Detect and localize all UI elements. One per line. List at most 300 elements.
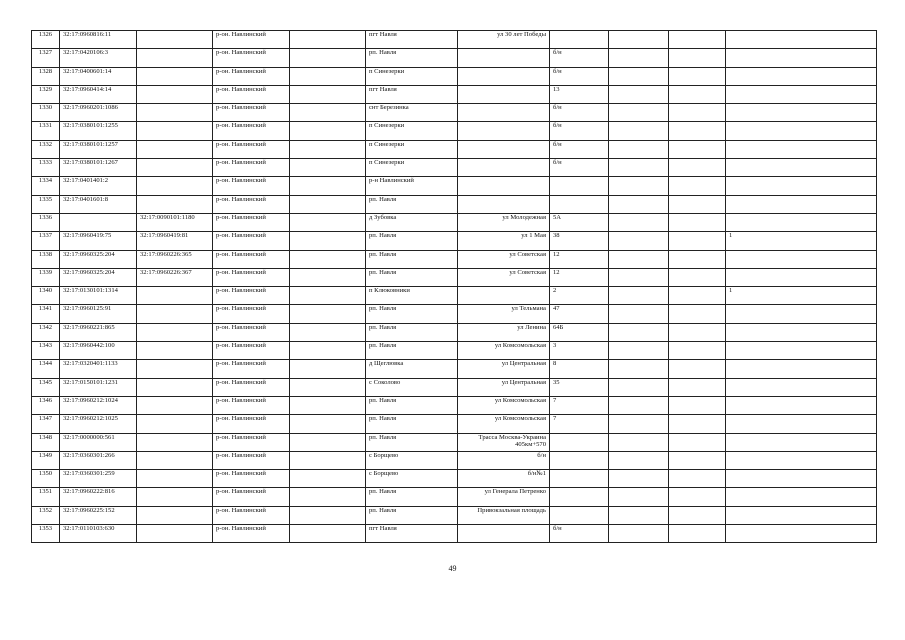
cell-count [726, 195, 877, 213]
cell-cadastral-number: 32:17:0380101:1267 [60, 159, 137, 177]
cell-blank-col-9 [609, 415, 669, 433]
cell-blank-col-5 [290, 525, 366, 543]
cell-blank-col-10 [669, 31, 726, 49]
cell-cadastral-number: 32:17:0000000:561 [60, 433, 137, 451]
cell-street [458, 159, 550, 177]
cell-locality: п Клюковники [366, 287, 458, 305]
cell-count [726, 360, 877, 378]
cell-row-number: 1329 [32, 85, 60, 103]
cell-locality: рп. Навля [366, 232, 458, 250]
cell-blank-col-10 [669, 232, 726, 250]
cell-locality: с Борщево [366, 451, 458, 469]
cell-cadastral-number: 32:17:0380101:1255 [60, 122, 137, 140]
cell-row-number: 1333 [32, 159, 60, 177]
cell-locality: с Борщево [366, 470, 458, 488]
cell-blank-col-9 [609, 451, 669, 469]
cell-count [726, 396, 877, 414]
cell-row-number: 1350 [32, 470, 60, 488]
cell-house-number: б/н [550, 49, 609, 67]
cell-count [726, 525, 877, 543]
cell-locality: рп. Навля [366, 433, 458, 451]
cell-blank-col-5 [290, 85, 366, 103]
cell-street [458, 525, 550, 543]
cell-house-number: 35 [550, 378, 609, 396]
cell-blank-col-9 [609, 287, 669, 305]
cell-blank-col-9 [609, 104, 669, 122]
cell-house-number: б/н [550, 122, 609, 140]
cell-count: 1 [726, 287, 877, 305]
cell-blank-col-9 [609, 433, 669, 451]
table-row [32, 342, 877, 360]
cell-row-number: 1332 [32, 140, 60, 158]
table-row [32, 433, 877, 451]
cell-row-number: 1352 [32, 506, 60, 524]
table-row [32, 140, 877, 158]
cell-count [726, 488, 877, 506]
cell-linked-cadastral-number: 32:17:0960226:367 [137, 268, 213, 286]
cell-row-number: 1337 [32, 232, 60, 250]
cell-street: ул Молодежная [458, 213, 550, 231]
cell-district: р-он. Навлинский [213, 140, 290, 158]
cell-house-number [550, 470, 609, 488]
cell-street [458, 104, 550, 122]
cell-street: ул Центральная [458, 360, 550, 378]
cell-count [726, 85, 877, 103]
cell-blank-col-5 [290, 250, 366, 268]
table-row [32, 305, 877, 323]
cell-linked-cadastral-number [137, 360, 213, 378]
cell-blank-col-10 [669, 67, 726, 85]
cell-district: р-он. Навлинский [213, 195, 290, 213]
cell-row-number: 1327 [32, 49, 60, 67]
cell-street: ул Комсомольская [458, 415, 550, 433]
cell-locality: рп. Навля [366, 268, 458, 286]
table-row [32, 195, 877, 213]
cell-linked-cadastral-number [137, 396, 213, 414]
cell-blank-col-10 [669, 525, 726, 543]
cell-count [726, 159, 877, 177]
cell-street: Привокзальная площадь [458, 506, 550, 524]
cell-blank-col-10 [669, 433, 726, 451]
cell-blank-col-10 [669, 122, 726, 140]
cell-locality: рп. Навля [366, 506, 458, 524]
cell-house-number: 7 [550, 415, 609, 433]
cell-district: р-он. Навлинский [213, 396, 290, 414]
cell-district: р-он. Навлинский [213, 49, 290, 67]
cell-blank-col-9 [609, 122, 669, 140]
cell-blank-col-10 [669, 213, 726, 231]
cell-blank-col-10 [669, 396, 726, 414]
cell-linked-cadastral-number [137, 451, 213, 469]
cell-blank-col-5 [290, 378, 366, 396]
cell-blank-col-5 [290, 470, 366, 488]
cell-blank-col-5 [290, 232, 366, 250]
cell-street [458, 287, 550, 305]
cell-row-number: 1334 [32, 177, 60, 195]
cell-cadastral-number: 32:17:0360301:259 [60, 470, 137, 488]
cell-count [726, 213, 877, 231]
cell-blank-col-10 [669, 287, 726, 305]
cell-locality: рп. Навля [366, 250, 458, 268]
cell-blank-col-5 [290, 287, 366, 305]
cell-cadastral-number: 32:17:0150101:1231 [60, 378, 137, 396]
cell-district: р-он. Навлинский [213, 213, 290, 231]
cell-cadastral-number: 32:17:0960419:75 [60, 232, 137, 250]
cell-cadastral-number: 32:17:0401401:2 [60, 177, 137, 195]
cell-blank-col-9 [609, 49, 669, 67]
cell-linked-cadastral-number [137, 378, 213, 396]
cell-linked-cadastral-number [137, 415, 213, 433]
cell-blank-col-10 [669, 268, 726, 286]
cell-cadastral-number: 32:17:0960212:1024 [60, 396, 137, 414]
cell-district: р-он. Навлинский [213, 305, 290, 323]
cell-row-number: 1338 [32, 250, 60, 268]
table-row [32, 49, 877, 67]
cell-linked-cadastral-number [137, 177, 213, 195]
cell-count [726, 49, 877, 67]
cell-cadastral-number: 32:17:0960125:91 [60, 305, 137, 323]
cell-house-number: 2 [550, 287, 609, 305]
cell-district: р-он. Навлинский [213, 268, 290, 286]
cell-blank-col-9 [609, 177, 669, 195]
cell-district: р-он. Навлинский [213, 85, 290, 103]
cell-count [726, 305, 877, 323]
cell-house-number: 12 [550, 250, 609, 268]
cell-blank-col-5 [290, 67, 366, 85]
cell-blank-col-5 [290, 360, 366, 378]
cell-locality: пгт Навля [366, 31, 458, 49]
cell-linked-cadastral-number: 32:17:0960419:81 [137, 232, 213, 250]
cell-blank-col-9 [609, 525, 669, 543]
cell-linked-cadastral-number [137, 342, 213, 360]
cell-district: р-он. Навлинский [213, 488, 290, 506]
cell-count [726, 122, 877, 140]
cell-cadastral-number: 32:17:0960221:865 [60, 323, 137, 341]
cell-district: р-он. Навлинский [213, 360, 290, 378]
cell-district: р-он. Навлинский [213, 232, 290, 250]
cell-cadastral-number: 32:17:0420106:3 [60, 49, 137, 67]
cell-blank-col-5 [290, 31, 366, 49]
cell-blank-col-5 [290, 104, 366, 122]
cell-blank-col-5 [290, 342, 366, 360]
cell-house-number [550, 451, 609, 469]
cell-house-number [550, 433, 609, 451]
cell-count [726, 378, 877, 396]
cell-cadastral-number [60, 213, 137, 231]
cell-blank-col-9 [609, 396, 669, 414]
cell-blank-col-10 [669, 360, 726, 378]
cell-street [458, 49, 550, 67]
cell-blank-col-10 [669, 305, 726, 323]
cell-locality: с Соколово [366, 378, 458, 396]
cell-blank-col-5 [290, 268, 366, 286]
cell-linked-cadastral-number [137, 525, 213, 543]
table-row [32, 488, 877, 506]
cell-locality: рп. Навля [366, 49, 458, 67]
table-row [32, 85, 877, 103]
cell-cadastral-number: 32:17:0110103:630 [60, 525, 137, 543]
cell-blank-col-9 [609, 85, 669, 103]
cell-blank-col-9 [609, 232, 669, 250]
cell-locality: рп. Навля [366, 488, 458, 506]
cell-cadastral-number: 32:17:0960325:204 [60, 250, 137, 268]
cell-blank-col-10 [669, 159, 726, 177]
cell-district: р-он. Навлинский [213, 415, 290, 433]
table-row [32, 250, 877, 268]
table-row [32, 525, 877, 543]
cell-blank-col-5 [290, 49, 366, 67]
cell-locality: пгт Навля [366, 85, 458, 103]
cell-count [726, 451, 877, 469]
page-number: 49 [448, 564, 457, 573]
cell-street: б/н№1 [458, 470, 550, 488]
cell-cadastral-number: 32:17:0960222:816 [60, 488, 137, 506]
cell-row-number: 1345 [32, 378, 60, 396]
cell-blank-col-9 [609, 360, 669, 378]
cell-linked-cadastral-number [137, 67, 213, 85]
cell-blank-col-9 [609, 342, 669, 360]
cell-count [726, 177, 877, 195]
cell-blank-col-9 [609, 250, 669, 268]
cell-linked-cadastral-number [137, 195, 213, 213]
cell-district: р-он. Навлинский [213, 470, 290, 488]
cell-street: ул Советская [458, 268, 550, 286]
cell-district: р-он. Навлинский [213, 506, 290, 524]
cell-row-number: 1340 [32, 287, 60, 305]
cell-district: р-он. Навлинский [213, 287, 290, 305]
cell-blank-col-9 [609, 195, 669, 213]
cell-district: р-он. Навлинский [213, 451, 290, 469]
cell-district: р-он. Навлинский [213, 177, 290, 195]
table-row [32, 67, 877, 85]
cell-blank-col-5 [290, 451, 366, 469]
cell-count [726, 415, 877, 433]
cell-blank-col-10 [669, 49, 726, 67]
cell-cadastral-number: 32:17:0401601:8 [60, 195, 137, 213]
cell-blank-col-10 [669, 506, 726, 524]
cell-blank-col-5 [290, 488, 366, 506]
cell-blank-col-9 [609, 323, 669, 341]
cell-cadastral-number: 32:17:0960201:1086 [60, 104, 137, 122]
cell-street: б/н [458, 451, 550, 469]
cell-house-number: 13 [550, 85, 609, 103]
cell-row-number: 1330 [32, 104, 60, 122]
cell-linked-cadastral-number: 32:17:0960226:365 [137, 250, 213, 268]
cell-locality: п Синезерки [366, 122, 458, 140]
cell-street [458, 140, 550, 158]
cell-blank-col-10 [669, 342, 726, 360]
cell-blank-col-10 [669, 470, 726, 488]
cell-locality: п Синезерки [366, 140, 458, 158]
cell-locality: р-н Навлинский [366, 177, 458, 195]
cell-district: р-он. Навлинский [213, 104, 290, 122]
table-row [32, 232, 877, 250]
cell-district: р-он. Навлинский [213, 378, 290, 396]
cell-count [726, 104, 877, 122]
cell-locality: д Щеглювка [366, 360, 458, 378]
cell-linked-cadastral-number [137, 122, 213, 140]
cell-linked-cadastral-number [137, 140, 213, 158]
cell-linked-cadastral-number [137, 323, 213, 341]
cell-row-number: 1347 [32, 415, 60, 433]
cell-blank-col-5 [290, 323, 366, 341]
cell-linked-cadastral-number [137, 159, 213, 177]
cell-street [458, 177, 550, 195]
cell-house-number [550, 195, 609, 213]
cell-district: р-он. Навлинский [213, 159, 290, 177]
cell-blank-col-10 [669, 177, 726, 195]
cell-blank-col-10 [669, 323, 726, 341]
table-row [32, 268, 877, 286]
cell-locality: пгт Навля [366, 525, 458, 543]
table-row [32, 506, 877, 524]
cell-district: р-он. Навлинский [213, 122, 290, 140]
cell-blank-col-10 [669, 140, 726, 158]
property-registry-table [31, 30, 877, 543]
cell-cadastral-number: 32:17:0130101:1314 [60, 287, 137, 305]
cell-blank-col-9 [609, 159, 669, 177]
table-row [32, 31, 877, 49]
table-row [32, 122, 877, 140]
cell-row-number: 1344 [32, 360, 60, 378]
table-row [32, 213, 877, 231]
cell-count [726, 31, 877, 49]
table-row [32, 104, 877, 122]
table-row [32, 360, 877, 378]
cell-district: р-он. Навлинский [213, 433, 290, 451]
cell-locality: снт Березинка [366, 104, 458, 122]
cell-count [726, 470, 877, 488]
cell-linked-cadastral-number [137, 488, 213, 506]
cell-row-number: 1353 [32, 525, 60, 543]
cell-count [726, 342, 877, 360]
cell-locality: рп. Навля [366, 323, 458, 341]
cell-locality: д Зубовка [366, 213, 458, 231]
cell-row-number: 1328 [32, 67, 60, 85]
cell-house-number: б/н [550, 140, 609, 158]
cell-count [726, 67, 877, 85]
cell-blank-col-5 [290, 433, 366, 451]
cell-count: 1 [726, 232, 877, 250]
cell-linked-cadastral-number: 32:17:0090101:1180 [137, 213, 213, 231]
cell-linked-cadastral-number [137, 31, 213, 49]
cell-linked-cadastral-number [137, 470, 213, 488]
cell-house-number: б/н [550, 104, 609, 122]
cell-house-number: 12 [550, 268, 609, 286]
cell-row-number: 1346 [32, 396, 60, 414]
cell-street: ул 1 Мая [458, 232, 550, 250]
cell-blank-col-10 [669, 488, 726, 506]
cell-blank-col-10 [669, 378, 726, 396]
cell-house-number [550, 177, 609, 195]
cell-row-number: 1335 [32, 195, 60, 213]
cell-count [726, 506, 877, 524]
cell-cadastral-number: 32:17:0960442:100 [60, 342, 137, 360]
cell-locality: рп. Навля [366, 195, 458, 213]
cell-street: Трасса Москва-Украина 405км+570 [458, 433, 550, 451]
cell-linked-cadastral-number [137, 305, 213, 323]
cell-locality: п Синезерки [366, 67, 458, 85]
cell-blank-col-9 [609, 67, 669, 85]
cell-locality: рп. Навля [366, 305, 458, 323]
cell-blank-col-5 [290, 195, 366, 213]
table-row [32, 177, 877, 195]
cell-house-number [550, 488, 609, 506]
table-row [32, 378, 877, 396]
cell-district: р-он. Навлинский [213, 342, 290, 360]
table-row [32, 451, 877, 469]
cell-cadastral-number: 32:17:0360301:266 [60, 451, 137, 469]
cell-house-number [550, 506, 609, 524]
cell-blank-col-9 [609, 470, 669, 488]
cell-blank-col-5 [290, 305, 366, 323]
cell-cadastral-number: 32:17:0960414:14 [60, 85, 137, 103]
cell-blank-col-10 [669, 104, 726, 122]
cell-linked-cadastral-number [137, 104, 213, 122]
cell-cadastral-number: 32:17:0960325:204 [60, 268, 137, 286]
cell-count [726, 250, 877, 268]
cell-blank-col-9 [609, 140, 669, 158]
cell-blank-col-10 [669, 85, 726, 103]
cell-street [458, 85, 550, 103]
cell-house-number: 64Б [550, 323, 609, 341]
cell-row-number: 1342 [32, 323, 60, 341]
cell-blank-col-9 [609, 305, 669, 323]
table-row [32, 323, 877, 341]
cell-row-number: 1326 [32, 31, 60, 49]
cell-linked-cadastral-number [137, 287, 213, 305]
cell-cadastral-number: 32:17:0960816:11 [60, 31, 137, 49]
cell-blank-col-5 [290, 159, 366, 177]
cell-street: ул Генерала Петренко [458, 488, 550, 506]
cell-blank-col-9 [609, 488, 669, 506]
cell-street [458, 195, 550, 213]
cell-district: р-он. Навлинский [213, 250, 290, 268]
table-row [32, 396, 877, 414]
cell-row-number: 1341 [32, 305, 60, 323]
cell-house-number: б/н [550, 525, 609, 543]
cell-blank-col-9 [609, 268, 669, 286]
cell-row-number: 1349 [32, 451, 60, 469]
cell-blank-col-5 [290, 177, 366, 195]
cell-house-number: 3 [550, 342, 609, 360]
cell-district: р-он. Навлинский [213, 525, 290, 543]
cell-blank-col-9 [609, 506, 669, 524]
cell-street [458, 67, 550, 85]
cell-blank-col-5 [290, 396, 366, 414]
cell-count [726, 323, 877, 341]
table-row [32, 415, 877, 433]
cell-cadastral-number: 32:17:0960225:152 [60, 506, 137, 524]
cell-linked-cadastral-number [137, 85, 213, 103]
cell-house-number: 7 [550, 396, 609, 414]
cell-district: р-он. Навлинский [213, 67, 290, 85]
cell-blank-col-9 [609, 31, 669, 49]
cell-row-number: 1351 [32, 488, 60, 506]
cell-house-number: б/н [550, 67, 609, 85]
cell-street: ул Тельмана [458, 305, 550, 323]
cell-street [458, 122, 550, 140]
cell-house-number: 38 [550, 232, 609, 250]
registry-table-body [32, 31, 877, 543]
cell-blank-col-5 [290, 415, 366, 433]
cell-blank-col-9 [609, 213, 669, 231]
cell-row-number: 1339 [32, 268, 60, 286]
cell-house-number: 5А [550, 213, 609, 231]
cell-blank-col-10 [669, 451, 726, 469]
cell-house-number: б/н [550, 159, 609, 177]
cell-street: ул Ленина [458, 323, 550, 341]
